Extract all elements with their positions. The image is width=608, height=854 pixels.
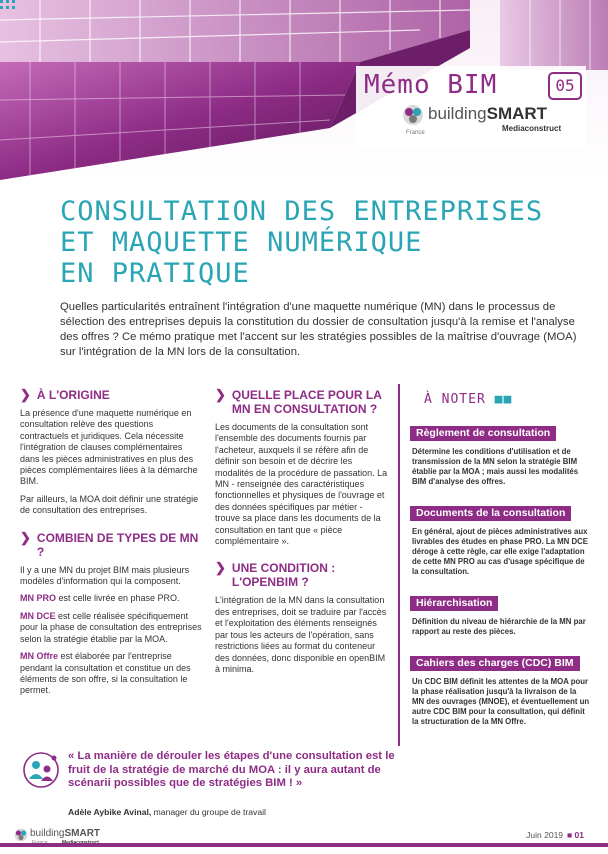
a-noter-sidebar <box>410 392 590 743</box>
section-heading: ❯ UNE CONDITION : L'OPENBIM ? <box>215 560 336 590</box>
memo-number: 05 <box>548 72 582 100</box>
a-noter-title: À NOTER ■■ <box>424 392 513 407</box>
note-heading: Documents de la consultation <box>410 506 571 521</box>
note-text: Un CDC BIM définit les attentes de la MOA pour la phase réalisation jusqu'à la livraison de la MN des ouvrages (MNOE), et éventuellement un autre CDC BIM pour la consultation, qui définit la structuration de la MN Offre. <box>412 677 590 726</box>
title-line: ET MAQUETTE NUMÉRIQUE <box>60 227 423 258</box>
buildingsmart-logo-icon <box>14 828 28 842</box>
brand-country: France <box>406 130 425 136</box>
note-heading: Règlement de consultation <box>410 426 556 441</box>
section-text: Il y a une MN du projet BIM mais plusieurs modèles d'information qui la composent. <box>20 564 190 587</box>
note-text: En général, ajout de pièces administratives aux livrables des études en phase PRO. La MN DCE déroge à cette règle, car elle exige l'adaptation de cette MN PRO au cas d'usage spécifique de la consultation. <box>412 527 588 576</box>
note-item <box>410 653 590 727</box>
people-network-icon <box>22 750 60 790</box>
note-heading: Hiérarchisation <box>410 596 498 611</box>
title-line: EN PRATIQUE <box>60 258 250 289</box>
section-text: Les documents de la consultation sont l'ensemble des documents fournis par l'acheteur, auxquels il se réfère afin de définir son besoin et de décrire les modalités de la procédure de passation. La MN - renseignée des caractéristiques fonctionnelles et physiques de l'ouvrage et des données spécifiques par métier - trouve sa place dans les documents de la consultation en tant que « pièce complémentaire ». <box>215 422 388 547</box>
brand-subtitle: Mediaconstruct <box>502 124 562 133</box>
section-heading: ❯ À L'ORIGINE <box>20 387 110 402</box>
footer-brand-name: buildingSMART <box>30 828 101 839</box>
memo-header-box <box>356 66 586 146</box>
mn-pro-definition: MN PRO est celle livrée en phase PRO. <box>20 593 180 604</box>
note-text: Détermine les conditions d'utilisation et de transmission de la MN selon la stratégie BIM établie par la MOA ; mais aussi les modalités BIM d'analyse des offres. <box>412 447 579 486</box>
title-line: CONSULTATION DES ENTREPRISES <box>60 196 544 227</box>
note-item <box>410 423 590 487</box>
intro-paragraph: Quelles particularités entraînent l'intégration d'une maquette numérique (MN) dans le processus de sélection des entreprises depuis la constitution du dossier de consultation jusqu'à la remise et l'analyse des offres ? Ce mémo pratique met l'accent sur les stratégies possibles de la maîtrise d'ouvrage (MOA) sur l'intégration de la MN lors de la consultation. <box>60 301 577 358</box>
note-item <box>410 503 590 577</box>
buildingsmart-logo-icon <box>402 104 424 126</box>
chevron-right-icon: ❯ <box>215 560 226 576</box>
chevron-right-icon: ❯ <box>20 387 31 402</box>
pull-quote <box>22 750 402 830</box>
section-heading: ❯ QUELLE PLACE POUR LA MN EN CONSULTATION ? <box>215 387 382 416</box>
mn-offre-definition: MN Offre est élaborée par l'entreprise pendant la consultation et constitue un des éléments de son offre, si la consultation le permet. <box>20 651 191 696</box>
footer-date: Juin 2019 ■ 01 <box>526 830 584 840</box>
section-text: Par ailleurs, la MOA doit définir une stratégie de consultation des entreprises. <box>20 493 199 516</box>
chevron-right-icon: ❯ <box>215 387 226 402</box>
footer-rule <box>0 843 608 847</box>
note-heading: Cahiers des charges (CDC) BIM <box>410 656 580 671</box>
note-text: Définition du niveau de hiérarchie de la MN par rapport au reste des pièces. <box>412 617 586 636</box>
sidebar-divider <box>398 384 400 746</box>
section-text: L'intégration de la MN dans la consultation des entreprises, doit se traduire par l'accès et l'exploitation des éléments renseignés par tous les acteurs de l'opération, sans restrictions liées au format du conteneur des données, donc disponible en openBIM à minima. <box>215 595 387 674</box>
brand-name: buildingSMART <box>428 104 548 123</box>
note-item <box>410 593 590 637</box>
chevron-right-icon: ❯ <box>20 529 31 545</box>
page-number: 01 <box>574 830 584 840</box>
column-left <box>20 388 202 703</box>
quote-text: « La manière de dérouler les étapes d'une consultation est le fruit de la stratégie de marché du MOA : il y aura autant de scénarii possibles que de stratégies BIM ! » <box>68 750 395 790</box>
section-text: La présence d'une maquette numérique en consultation relève des questions contractuels et juridiques. Cela nécessite l'intégration de clauses complémentaires dans les pièces administratives en plus des pièces complémentaires liées à la démarche BIM. <box>20 408 198 487</box>
page-title <box>60 196 580 289</box>
mn-dce-definition: MN DCE est celle réalisée spécifiquement pour la phase de consultation des entreprises selon la stratégie établie par la MOA. <box>20 610 202 644</box>
column-middle <box>215 388 390 681</box>
quote-author: Adèle Aybike Avinal, manager du groupe de travail <box>68 807 266 817</box>
decorative-dots-icon <box>0 0 16 14</box>
header-banner <box>0 0 608 180</box>
section-heading: ❯ COMBIEN DE TYPES DE MN ? <box>20 529 199 559</box>
memo-title: Mémo BIM <box>364 70 498 100</box>
